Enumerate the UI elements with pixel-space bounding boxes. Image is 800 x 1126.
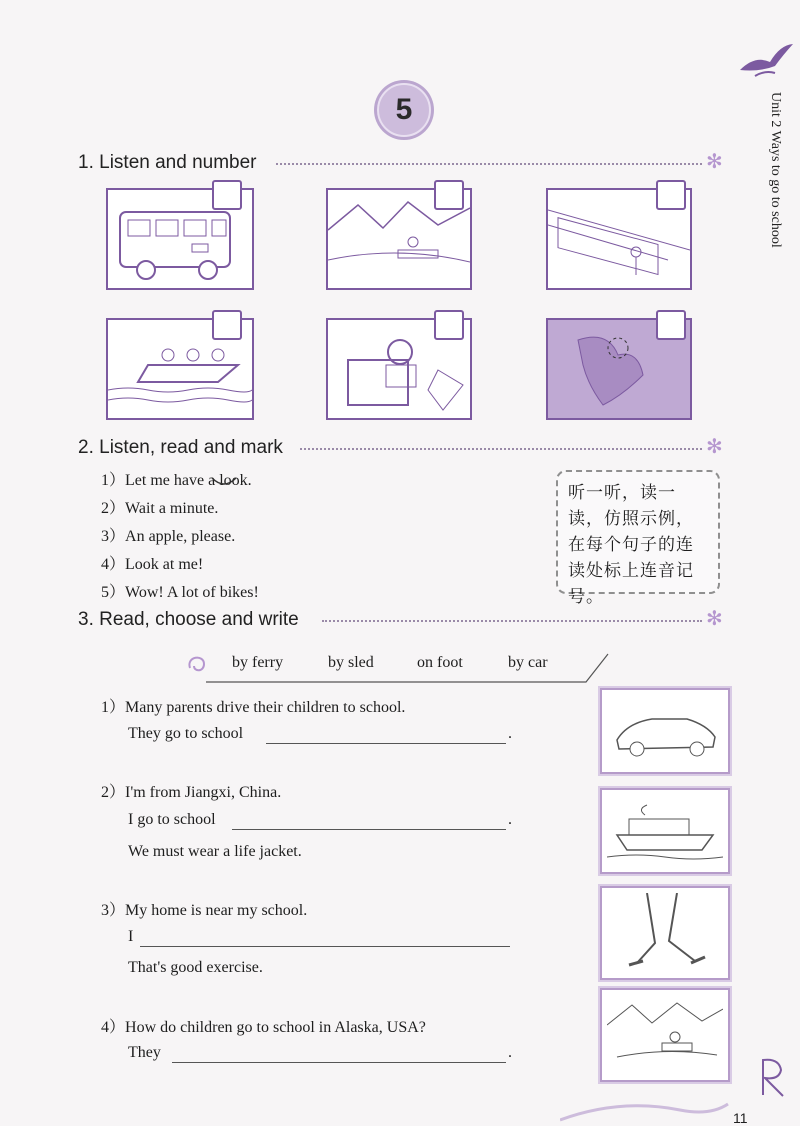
question-2-period: . [508, 811, 512, 828]
unit-side-label: Unit 2 Ways to go to school [768, 92, 783, 248]
question-4-answer-line[interactable] [172, 1062, 506, 1063]
mark-item-5: 5）Wow! A lot of bikes! [101, 584, 259, 601]
question-3-stem: I [128, 928, 134, 945]
section-3-divider [322, 620, 702, 622]
flower-icon: ✻ [706, 151, 723, 173]
unit-side-tab [767, 92, 789, 292]
mark-item-2: 2）Wait a minute. [101, 500, 219, 517]
answer-box-4[interactable] [212, 310, 242, 340]
section-1-title: 1. Listen and number [78, 152, 257, 173]
section-2-divider [300, 448, 702, 450]
section-1-divider [276, 163, 702, 165]
flower-icon: ✻ [706, 436, 723, 458]
ferry-boat-illustration [607, 795, 723, 867]
corner-r-decoration [755, 1050, 795, 1100]
question-4-period: . [508, 1044, 512, 1061]
answer-box-2[interactable] [434, 180, 464, 210]
answer-box-6[interactable] [656, 310, 686, 340]
mark-item-1: 1）Let me have a look. [101, 472, 252, 489]
question-4-prompt: 4）How do children go to school in Alaska, USA? [101, 1019, 426, 1036]
question-3-prompt: 3）My home is near my school. [101, 902, 308, 919]
question-2-prompt: 2）I'm from Jiangxi, China. [101, 784, 282, 801]
dog-sled-illustration [607, 995, 723, 1075]
word-option-2: by sled [328, 654, 374, 671]
section-2-title: 2. Listen, read and mark [78, 437, 283, 458]
stamp-picture-car [602, 690, 728, 772]
question-3-answer-line[interactable] [140, 946, 510, 947]
word-option-3: on foot [417, 654, 463, 671]
answer-box-5[interactable] [434, 310, 464, 340]
section-3-title: 3. Read, choose and write [78, 609, 299, 630]
stamp-picture-sled [602, 990, 728, 1080]
bottom-swirl-decoration [560, 1098, 730, 1123]
question-1-stem: They go to school [128, 725, 244, 742]
question-2-answer-line[interactable] [232, 829, 506, 830]
stamp-picture-walking [602, 888, 728, 978]
walking-legs-illustration [607, 893, 723, 973]
stamp-picture-ferry [602, 790, 728, 872]
question-2-note: We must wear a life jacket. [128, 843, 302, 860]
question-3-note: That's good exercise. [128, 959, 263, 976]
word-option-4: by car [508, 654, 548, 671]
flower-icon: ✻ [706, 608, 723, 630]
question-4-stem: They [128, 1044, 161, 1061]
question-2-stem: I go to school [128, 811, 216, 828]
liaison-mark-example [210, 476, 238, 488]
answer-box-3[interactable] [656, 180, 686, 210]
birds-decoration [735, 40, 795, 80]
question-1-prompt: 1）Many parents drive their children to school. [101, 699, 406, 716]
word-option-1: by ferry [232, 654, 284, 671]
question-1-period: . [508, 725, 512, 742]
lesson-number-badge: 5 [377, 83, 431, 137]
page-number: 11 [733, 1110, 748, 1126]
mark-item-3: 3）An apple, please. [101, 528, 236, 545]
mark-item-4: 4）Look at me! [101, 556, 204, 573]
question-1-answer-line[interactable] [266, 743, 506, 744]
car-illustration [607, 695, 723, 767]
answer-box-1[interactable] [212, 180, 242, 210]
instruction-hint-box: 听一听，读一读，仿照示例，在每个句子的连读处标上连音记号。 [556, 470, 720, 594]
